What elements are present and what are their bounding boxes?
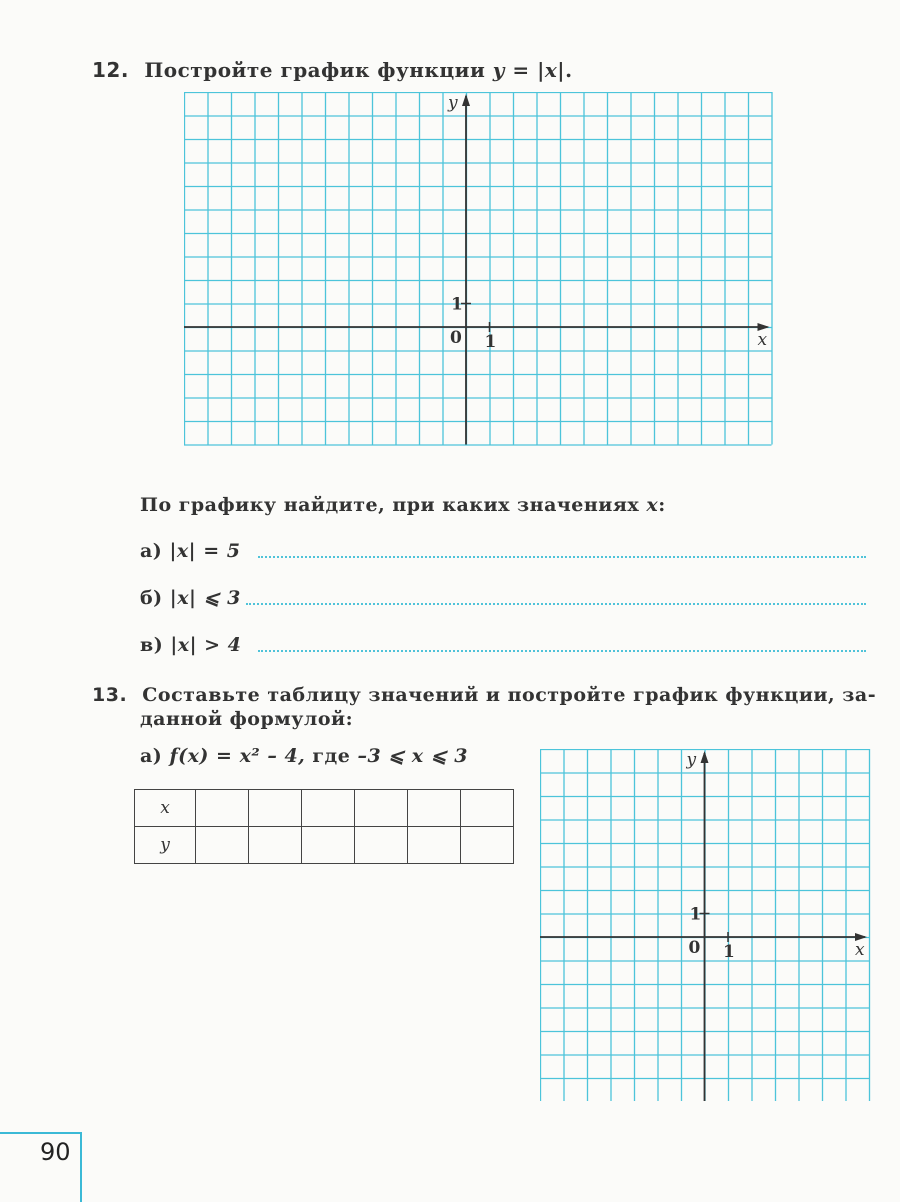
y-axis-arrow-icon (462, 94, 470, 106)
table-cell[interactable] (196, 827, 249, 864)
y-axis-label: y (448, 93, 458, 113)
task13-item-a (140, 745, 468, 767)
task12-prompt-text: По графику найдите, при каких значениях (140, 494, 640, 516)
table-cell[interactable] (355, 790, 408, 827)
task12-prompt-var: x (646, 494, 659, 516)
task12-formula-end: . (565, 58, 573, 82)
task12-graph-grid[interactable] (184, 92, 784, 452)
table-cell[interactable] (408, 827, 461, 864)
task13-condition-word: где (312, 745, 351, 767)
task12-formula-rhs: |x| (537, 58, 566, 82)
table-header-x: x (135, 790, 196, 827)
answer-line-a[interactable] (258, 556, 866, 558)
origin-label: 0 (688, 938, 701, 958)
table-cell[interactable] (302, 790, 355, 827)
y-axis-label: y (686, 750, 697, 770)
answer-line-b[interactable] (246, 603, 866, 605)
task13-condition: –3 ⩽ x ⩽ 3 (357, 745, 469, 767)
table-cell[interactable] (249, 827, 302, 864)
task13-text-line1: Составьте таблицу значений и постройте график функции, за- (142, 684, 877, 706)
task12-heading (92, 58, 573, 82)
item-letter: а) (140, 540, 163, 562)
table-cell[interactable] (461, 790, 514, 827)
table-cell[interactable] (302, 827, 355, 864)
table-row-x (135, 790, 514, 827)
task13-formula: f(x) = x² – 4, (169, 745, 306, 767)
task12-item-a (140, 540, 240, 562)
answer-line-c[interactable] (258, 650, 866, 652)
item-expression: |x| > 4 (170, 634, 242, 656)
table-header-y: y (135, 827, 196, 864)
grid-lines (184, 92, 772, 445)
table-cell[interactable] (249, 790, 302, 827)
task13-number: 13. (92, 684, 128, 706)
x-axis-label: x (757, 330, 768, 350)
task12-prompt-end: : (658, 494, 666, 516)
table-cell[interactable] (355, 827, 408, 864)
x-axis-label: x (855, 940, 865, 960)
page-number: 90 (40, 1138, 71, 1166)
table-row-y (135, 827, 514, 864)
task12-formula-eq: = (504, 58, 538, 82)
item-expression: |x| = 5 (169, 540, 241, 562)
y-axis-arrow-icon (701, 751, 709, 763)
task12-prompt (140, 494, 666, 516)
table-cell[interactable] (408, 790, 461, 827)
task12-number: 12. (92, 58, 129, 82)
y-unit-label: 1 (451, 294, 463, 315)
item-letter: б) (140, 587, 163, 609)
task13-heading (92, 684, 876, 706)
task12-text: Постройте график функции (144, 58, 486, 82)
task13-graph-grid[interactable] (540, 749, 876, 1101)
item-letter: а) (140, 745, 163, 767)
table-cell[interactable] (196, 790, 249, 827)
task12-item-c (140, 634, 241, 656)
x-unit-label: 1 (484, 332, 497, 352)
item-expression: |x| ⩽ 3 (169, 587, 241, 609)
task12-formula-lhs: y (492, 58, 505, 82)
values-table (134, 789, 514, 864)
y-unit-label: 1 (689, 904, 702, 925)
task12-item-b (140, 587, 241, 609)
origin-label: 0 (450, 328, 462, 348)
item-letter: в) (140, 634, 164, 656)
task13-text-line2: данной формулой: (140, 708, 354, 730)
x-unit-label: 1 (723, 942, 735, 962)
table-cell[interactable] (461, 827, 514, 864)
